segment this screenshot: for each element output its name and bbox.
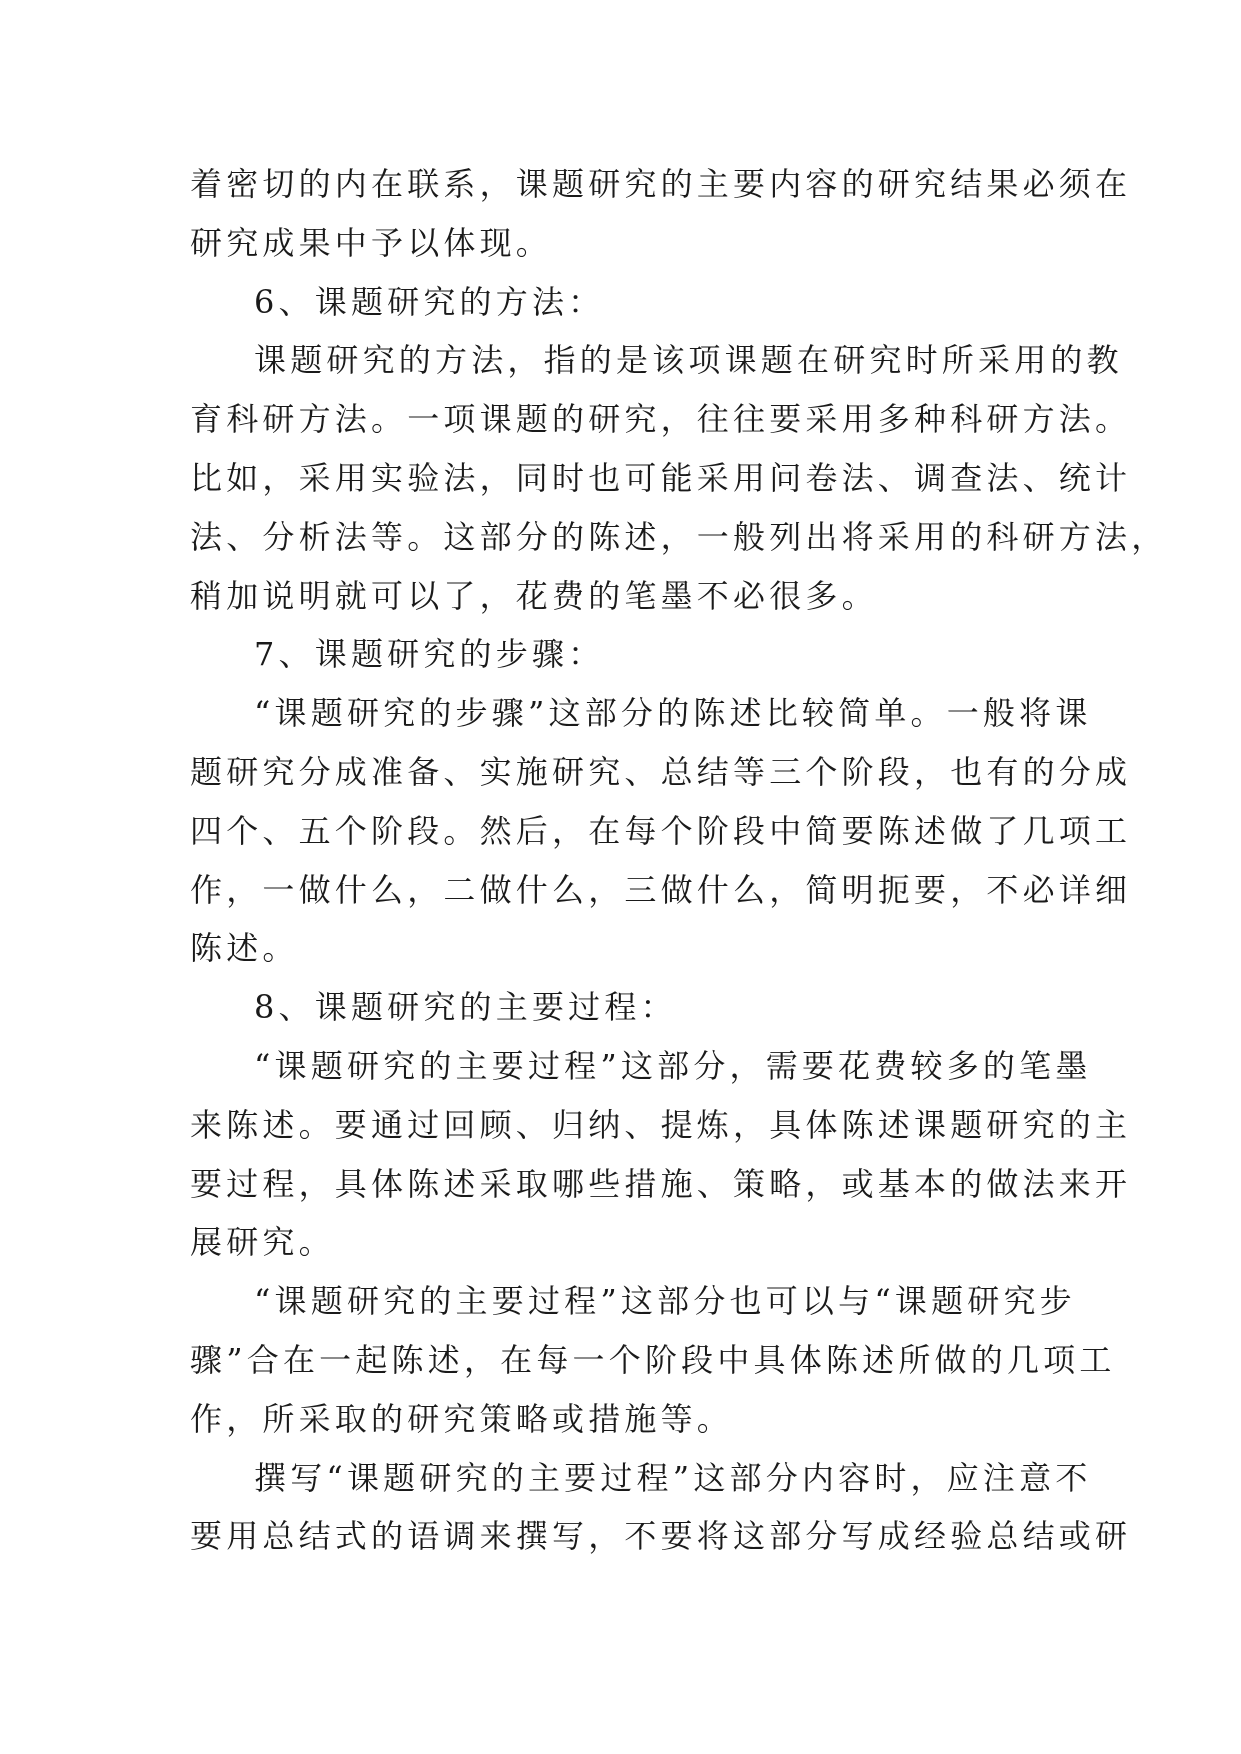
paragraph-line: “课题研究的主要过程”这部分，需要花费较多的笔墨 bbox=[254, 1046, 1092, 1085]
paragraph-line: “课题研究的步骤”这部分的陈述比较简单。一般将课 bbox=[254, 694, 1092, 733]
paragraph-line: 稍加说明就可以了，花费的笔墨不必很多。 bbox=[190, 576, 878, 615]
paragraph-line: 比如，采用实验法，同时也可能采用问卷法、调查法、统计 bbox=[190, 458, 1132, 497]
paragraph-line: 着密切的内在联系，课题研究的主要内容的研究结果必须在 bbox=[190, 165, 1132, 203]
section-heading-7: 7、课题研究的步骤： bbox=[254, 635, 605, 674]
paragraph-line: 陈述。 bbox=[190, 929, 299, 968]
paragraph-line: 作，一做什么，二做什么，三做什么，简明扼要，不必详细 bbox=[190, 870, 1132, 909]
paragraph-line: 展研究。 bbox=[190, 1223, 335, 1262]
paragraph-line: 题研究分成准备、实施研究、总结等三个阶段，也有的分成 bbox=[190, 752, 1132, 791]
paragraph-line: “课题研究的主要过程”这部分也可以与“课题研究步 bbox=[254, 1282, 1076, 1321]
paragraph-line: 要用总结式的语调来撰写，不要将这部分写成经验总结或研 bbox=[190, 1517, 1132, 1556]
paragraph-line: 研究成果中予以体现。 bbox=[190, 223, 553, 262]
section-heading-6: 6、课题研究的方法： bbox=[254, 282, 605, 321]
paragraph-line: 要过程，具体陈述采取哪些措施、策略，或基本的做法来开 bbox=[190, 1164, 1132, 1203]
paragraph-line: 作，所采取的研究策略或措施等。 bbox=[190, 1399, 734, 1438]
paragraph-line: 法、分析法等。这部分的陈述，一般列出将采用的科研方法， bbox=[190, 517, 1168, 556]
paragraph-line: 课题研究的方法，指的是该项课题在研究时所采用的教 bbox=[254, 341, 1123, 380]
paragraph-line: 骤”合在一起陈述，在每一个阶段中具体陈述所做的几项工 bbox=[190, 1340, 1116, 1379]
paragraph-line: 四个、五个阶段。然后，在每个阶段中简要陈述做了几项工 bbox=[190, 811, 1132, 850]
paragraph-line: 来陈述。要通过回顾、归纳、提炼，具体陈述课题研究的主 bbox=[190, 1105, 1132, 1144]
section-heading-8: 8、课题研究的主要过程： bbox=[254, 988, 677, 1027]
paragraph-line: 育科研方法。一项课题的研究，往往要采用多种科研方法。 bbox=[190, 400, 1132, 439]
paragraph-line: 撰写“课题研究的主要过程”这部分内容时，应注意不 bbox=[254, 1458, 1092, 1497]
document-body bbox=[190, 155, 1168, 1566]
